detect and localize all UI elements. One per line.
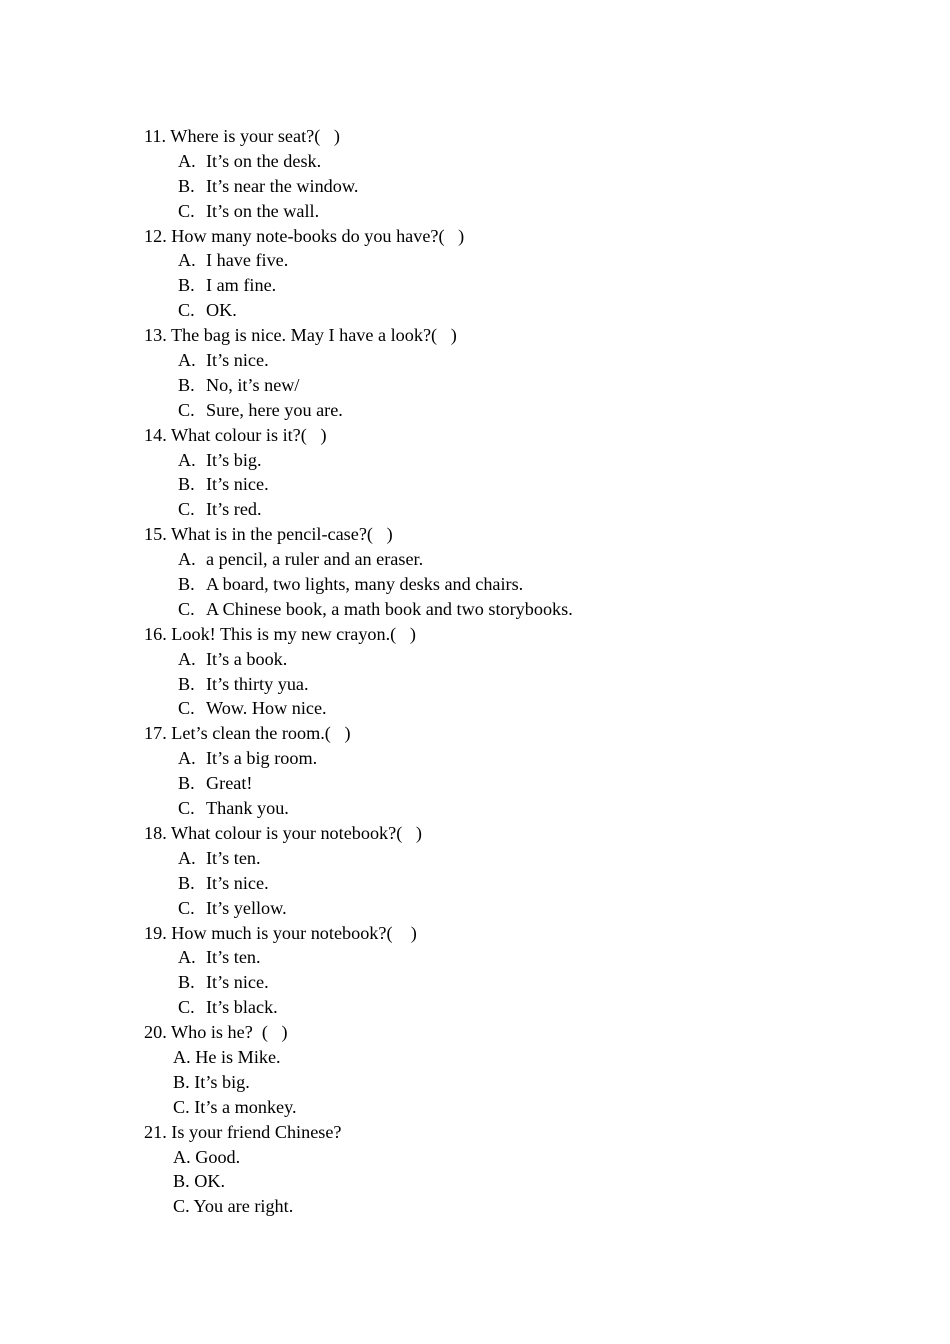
answer-option [144,1070,864,1095]
question-block [144,323,864,423]
question-block [144,522,864,622]
option-text: It’s red. [206,499,262,520]
question-stem: 18. What colour is your notebook?( ) [144,822,422,843]
option-text: C. It’s a monkey. [173,1096,297,1117]
answer-option [144,771,864,796]
answer-option [144,896,864,921]
question-block [144,622,864,722]
question-block [144,423,864,523]
option-letter: B. [178,175,195,196]
question-block [144,1020,864,1120]
answer-option [144,1095,864,1120]
question-block [144,224,864,324]
option-text: C. You are right. [173,1196,294,1217]
option-letter: A. [178,250,196,271]
option-text: Great! [206,773,253,794]
answer-option [144,497,864,522]
question-stem: 14. What colour is it?( ) [144,424,327,445]
option-text: B. It’s big. [173,1071,250,1092]
option-letter: C. [178,798,195,819]
option-letter: A. [178,648,196,669]
option-letter: B. [178,574,195,595]
option-text: B. OK. [173,1171,226,1192]
question-block [144,821,864,921]
option-text: It’s on the desk. [206,150,322,171]
option-letter: B. [178,474,195,495]
option-text: I am fine. [206,275,277,296]
option-text: It’s ten. [206,847,261,868]
answer-option [144,248,864,273]
answer-option [144,1194,864,1219]
option-letter: B. [178,374,195,395]
answer-option [144,672,864,697]
answer-option [144,647,864,672]
option-letter: B. [178,872,195,893]
option-letter: C. [178,399,195,420]
answer-option [144,398,864,423]
option-text: Sure, here you are. [206,399,343,420]
option-letter: A. [178,947,196,968]
question-list [144,124,864,1219]
answer-option [144,995,864,1020]
option-text: It’s a book. [206,648,288,669]
answer-option [144,597,864,622]
answer-option [144,846,864,871]
answer-option [144,1169,864,1194]
option-letter: C. [178,300,195,321]
answer-option [144,273,864,298]
answer-option [144,298,864,323]
option-text: It’s nice. [206,872,269,893]
option-text: It’s big. [206,449,262,470]
option-text: It’s near the window. [206,175,359,196]
option-letter: A. [178,449,196,470]
question-stem: 13. The bag is nice. May I have a look?( ) [144,325,457,346]
option-letter: B. [178,773,195,794]
answer-option [144,448,864,473]
answer-option [144,472,864,497]
option-text: OK. [206,300,237,321]
option-text: A board, two lights, many desks and chairs. [206,574,524,595]
option-letter: A. [178,150,196,171]
option-text: It’s nice. [206,972,269,993]
answer-option [144,373,864,398]
option-text: A. Good. [173,1146,241,1167]
question-stem: 11. Where is your seat?( ) [144,126,340,146]
answer-option [144,547,864,572]
option-text: A. He is Mike. [173,1046,281,1067]
answer-option [144,1145,864,1170]
option-text: It’s a big room. [206,748,318,769]
option-letter: A. [178,748,196,769]
question-stem: 20. Who is he? ( ) [144,1022,288,1043]
answer-option [144,746,864,771]
option-text: It’s ten. [206,947,261,968]
option-text: It’s nice. [206,474,269,495]
option-text: A Chinese book, a math book and two storybooks. [206,598,573,619]
option-letter: B. [178,673,195,694]
answer-option [144,1045,864,1070]
option-text: It’s nice. [206,350,269,371]
answer-option [144,696,864,721]
option-letter: A. [178,847,196,868]
question-block [144,1120,864,1220]
option-letter: C. [178,499,195,520]
option-letter: C. [178,897,195,918]
option-text: It’s on the wall. [206,200,320,221]
answer-option [144,970,864,995]
option-letter: C. [178,598,195,619]
question-stem: 12. How many note-books do you have?( ) [144,225,465,246]
answer-option [144,199,864,224]
question-stem: 16. Look! This is my new crayon.( ) [144,623,416,644]
option-letter: B. [178,972,195,993]
option-letter: C. [178,698,195,719]
question-stem: 21. Is your friend Chinese? [144,1121,342,1142]
option-text: I have five. [206,250,289,271]
option-text: Thank you. [206,798,289,819]
answer-option [144,796,864,821]
question-stem: 17. Let’s clean the room.( ) [144,723,351,744]
option-letter: C. [178,997,195,1018]
option-text: It’s black. [206,997,278,1018]
option-text: Wow. How nice. [206,698,327,719]
answer-option [144,149,864,174]
option-letter: B. [178,275,195,296]
question-block [144,124,864,224]
option-letter: A. [178,350,196,371]
option-letter: C. [178,200,195,221]
option-text: It’s thirty yua. [206,673,309,694]
answer-option [144,348,864,373]
option-text: a pencil, a ruler and an eraser. [206,549,424,570]
question-block [144,721,864,821]
question-stem: 15. What is in the pencil-case?( ) [144,524,393,545]
answer-option [144,174,864,199]
question-block [144,921,864,1021]
answer-option [144,572,864,597]
option-letter: A. [178,549,196,570]
answer-option [144,871,864,896]
question-stem: 19. How much is your notebook?( ) [144,922,417,943]
option-text: It’s yellow. [206,897,287,918]
answer-option [144,945,864,970]
option-text: No, it’s new/ [206,374,300,395]
